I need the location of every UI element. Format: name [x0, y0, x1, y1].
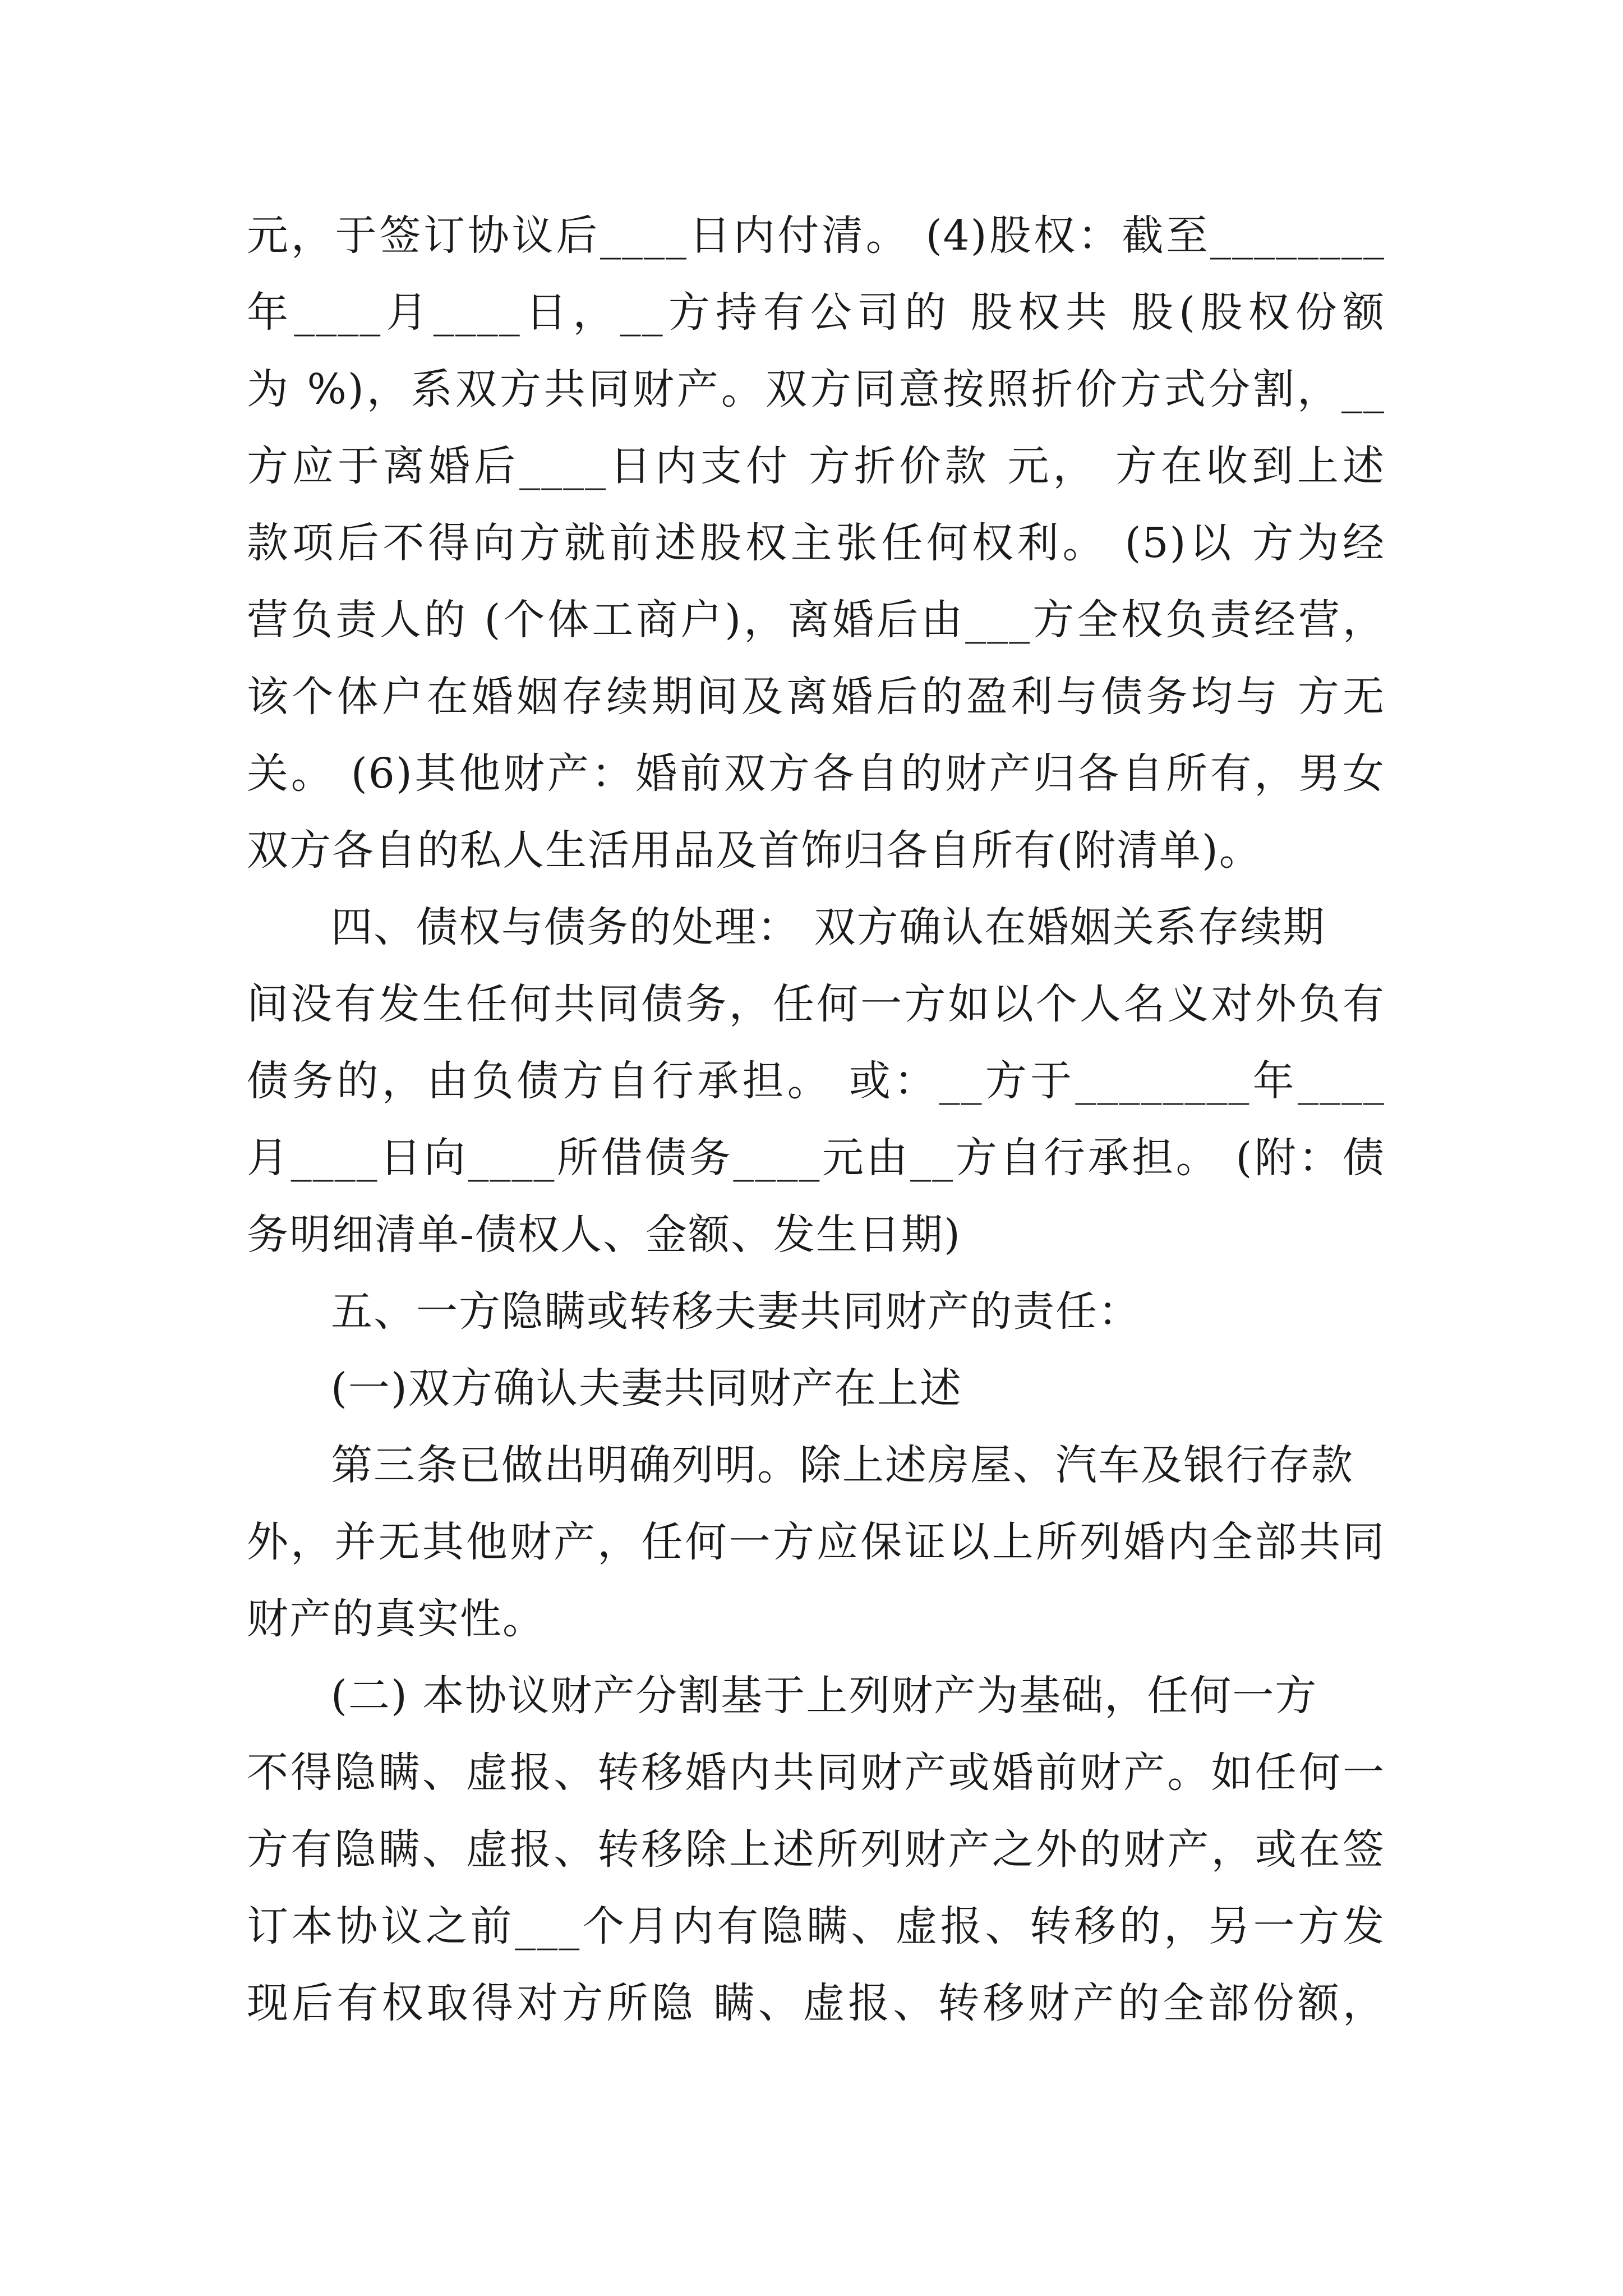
section-heading-line: 五、一方隐瞒或转移夫妻共同财产的责任： — [331, 1287, 1141, 1336]
text-line: 订本协议之前___个月内有隐瞒、虚报、转移的，另一方发 — [247, 1902, 1385, 1950]
text-line: 该个体户在婚姻存续期间及离婚后的盈利与债务均与 方无 — [247, 673, 1385, 721]
text-line: 元，于签订协议后____日内付清。 (4)股权：截至________ — [247, 211, 1385, 260]
text-line: 年____月____日，__方持有公司的 股权共 股(股权份额 — [247, 288, 1385, 337]
text-line: 方有隐瞒、虚报、转移除上述所列财产之外的财产，或在签 — [247, 1825, 1385, 1874]
text-line: 务明细清单-债权人、金额、发生日期) — [247, 1211, 961, 1259]
text-line: 月____日向____所借债务____元由__方自行承担。 (附：债 — [247, 1134, 1385, 1182]
section-heading-line: 四、债权与债务的处理： 双方确认在婚姻关系存续期 — [331, 903, 1326, 951]
subsection-line: (一)双方确认夫妻共同财产在上述 — [331, 1364, 962, 1412]
text-line: 营负责人的 (个体工商户)，离婚后由___方全权负责经营， — [247, 596, 1385, 644]
text-line: 关。 (6)其他财产：婚前双方各自的财产归各自所有，男女 — [247, 749, 1385, 798]
text-line: 间没有发生任何共同债务，任何一方如以个人名义对外负有 — [247, 980, 1385, 1028]
text-line: 第三条已做出明确列明。除上述房屋、汽车及银行存款 — [331, 1441, 1354, 1489]
subsection-line: (二) 本协议财产分割基于上列财产为基础，任何一方 — [331, 1672, 1318, 1720]
text-line: 款项后不得向方就前述股权主张任何权利。 (5)以 方为经 — [247, 519, 1385, 567]
document-body — [247, 197, 1385, 2042]
text-line: 债务的，由负债方自行承担。 或：__方于________年____ — [247, 1057, 1385, 1105]
text-line: 为 %)，系双方共同财产。双方同意按照折价方式分割，__ — [247, 365, 1385, 413]
text-line: 不得隐瞒、虚报、转移婚内共同财产或婚前财产。如任何一 — [247, 1749, 1385, 1797]
text-line: 现后有权取得对方所隐 瞒、虚报、转移财产的全部份额， — [247, 1979, 1385, 2027]
text-line: 外，并无其他财产，任何一方应保证以上所列婚内全部共同 — [247, 1518, 1385, 1566]
text-line: 方应于离婚后____日内支付 方折价款 元， 方在收到上述 — [247, 442, 1385, 490]
text-line: 双方各自的私人生活用品及首饰归各自所有(附清单)。 — [247, 826, 1262, 875]
text-line: 财产的真实性。 — [247, 1595, 545, 1643]
